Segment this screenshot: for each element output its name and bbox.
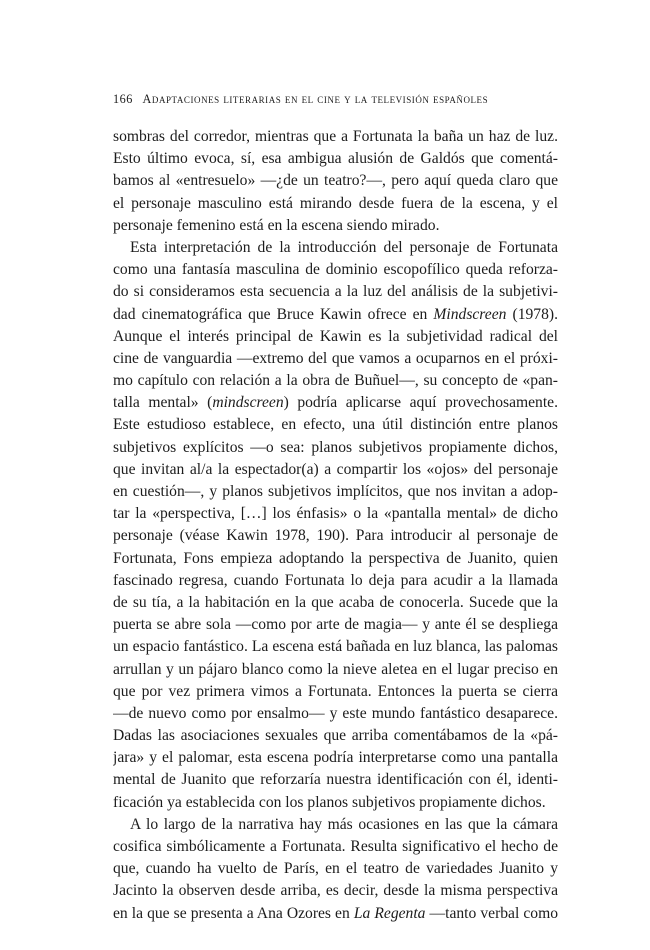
text-line: subjetivos explícitos —o sea: planos subjetivos propiamente dichos, bbox=[113, 438, 558, 456]
text-line: Esta interpretación de la introducción del personaje de Fortunata bbox=[130, 238, 558, 256]
text-line: ficación ya establecida con los planos subjetivos propiamente dichos. bbox=[113, 793, 546, 811]
italic-title: La Regenta bbox=[353, 904, 426, 922]
text-line: personaje femenino está en la escena siendo mirado. bbox=[113, 216, 440, 234]
paragraph bbox=[113, 814, 558, 925]
text-line: jara» y el palomar, esta escena podría interpretarse como una pantalla bbox=[113, 749, 558, 767]
text-line: cosifica simbólicamente a Fortunata. Resulta significativo el hecho de bbox=[113, 838, 558, 855]
text-line: mo capítulo con relación a la obra de Buñuel—, su concepto de «pan- bbox=[113, 372, 558, 390]
italic-title: mindscreen bbox=[212, 394, 284, 412]
text-line: A lo largo de la narrativa hay más ocasiones en las que la cámara bbox=[130, 815, 558, 833]
text-line: en cuestión—, y planos subjetivos implícitos, que nos invitan a adop- bbox=[113, 483, 558, 500]
text-line: Fortunata, Fons empieza adoptando la perspectiva de Juanito, quien bbox=[113, 549, 558, 567]
text-line: tar la «perspectiva, […] los énfasis» o la «pantalla mental» de dicho bbox=[113, 505, 558, 523]
text-line: Aunque el interés principal de Kawin es la subjetividad radical del bbox=[113, 327, 558, 345]
text-line: —de nuevo como por ensalmo— y este mundo fantástico desaparece. bbox=[113, 704, 558, 722]
page-number: 166 bbox=[113, 92, 133, 106]
text-line: talla mental» (mindscreen) podría aplicarse aquí provechosamente. bbox=[113, 394, 558, 412]
text-line: do si consideramos esta secuencia a la luz del análisis de la subjetivi- bbox=[113, 283, 558, 301]
text-line: puerta se abre sola —como por arte de magia— y ante él se despliega bbox=[113, 616, 558, 634]
text-line: arrullan y un pájaro blanco como la nieve aletea en el lugar preciso en bbox=[113, 660, 558, 678]
paragraph bbox=[113, 126, 558, 237]
text-line: que por vez primera vimos a Fortunata. Entonces la puerta se cierra bbox=[113, 682, 558, 700]
text-line: cine de vanguardia —extremo del que vamos a ocuparnos en el próxi- bbox=[113, 349, 558, 367]
text-line: mental de Juanito que reforzaría nuestra identificación con él, identi- bbox=[113, 771, 558, 789]
text-line: Dadas las asociaciones sexuales que arriba comentábamos de la «pá- bbox=[113, 727, 558, 745]
text-line: Jacinto la observen desde arriba, es decir, desde la misma perspectiva bbox=[113, 882, 558, 900]
text-line: de su tía, a la habitación en la que acaba de conocerla. Sucede que la bbox=[113, 593, 558, 611]
text-line: un espacio fantástico. La escena está bañada en luz blanca, las palomas bbox=[113, 638, 558, 656]
text-line: que, cuando ha vuelto de París, en el teatro de variedades Juanito y bbox=[113, 860, 558, 878]
text-line: que invitan al/a la espectador(a) a compartir los «ojos» del personaje bbox=[113, 460, 558, 478]
text-line: el personaje masculino está mirando desde fuera de la escena, y el bbox=[113, 194, 558, 212]
text-line: fascinado regresa, cuando Fortunata lo deja para acudir a la llamada bbox=[113, 571, 558, 589]
running-title: Adaptaciones literarias en el cine y la televisión españoles bbox=[142, 92, 489, 106]
text-line: dad cinematográfica que Bruce Kawin ofrece en Mindscreen (1978). bbox=[113, 305, 558, 323]
italic-title: Mindscreen bbox=[433, 305, 507, 323]
text-line: sombras del corredor, mientras que a Fortunata la baña un haz de luz. bbox=[113, 128, 558, 145]
running-header bbox=[113, 92, 558, 107]
text-line: bamos al «entresuelo» —¿de un teatro?—, pero aquí queda claro que bbox=[113, 172, 558, 190]
text-line: Esto último evoca, sí, esa ambigua alusión de Galdós que comentá- bbox=[113, 150, 558, 168]
text-line: como una fantasía masculina de dominio escopofílico queda reforza- bbox=[113, 261, 558, 279]
text-line: personaje (véase Kawin 1978, 190). Para introducir al personaje de bbox=[113, 527, 558, 545]
text-line: Este estudioso establece, en efecto, una útil distinción entre planos bbox=[113, 416, 558, 434]
paragraph bbox=[113, 237, 558, 814]
text-line: en la que se presenta a Ana Ozores en La Regenta —tanto verbal como bbox=[113, 904, 558, 922]
body-text bbox=[113, 126, 558, 925]
